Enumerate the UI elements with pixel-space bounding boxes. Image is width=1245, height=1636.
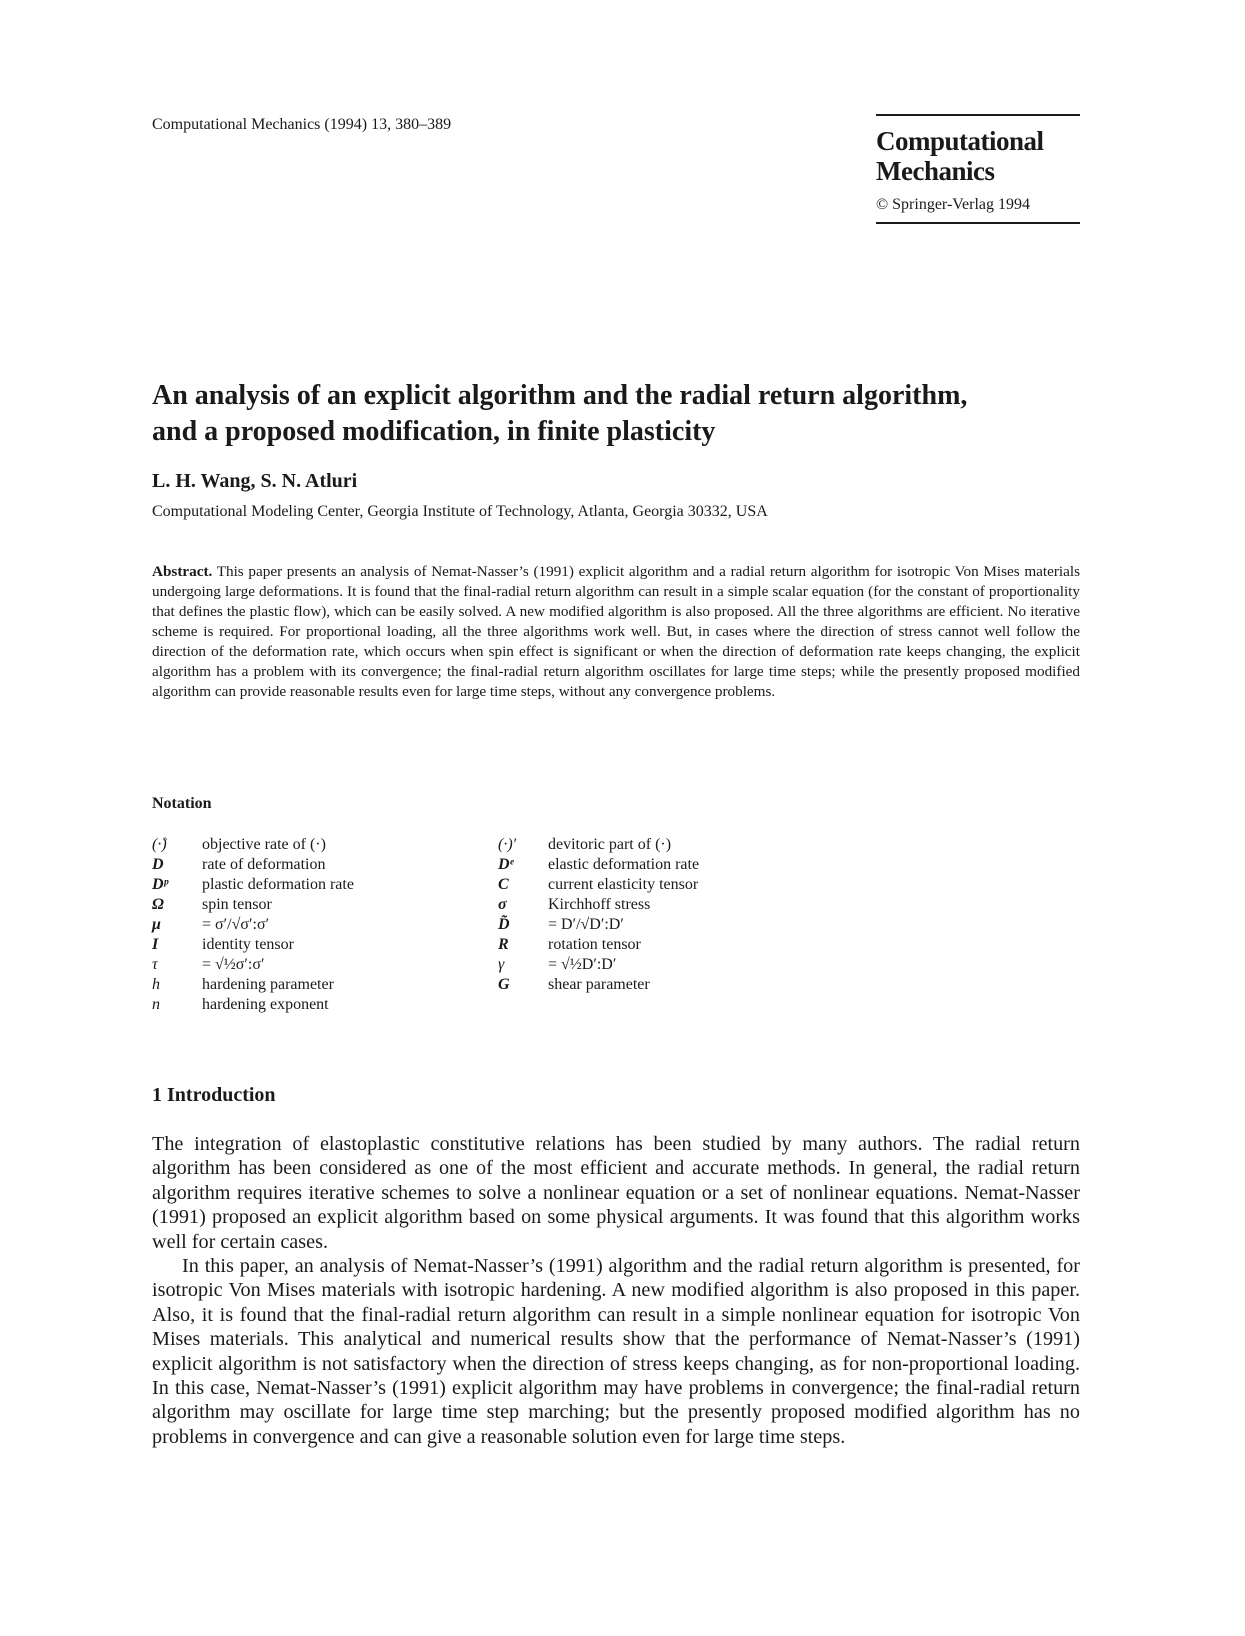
- notation-heading: Notation: [152, 795, 212, 812]
- notation-desc: rate of deformation: [202, 856, 326, 873]
- notation-symbol: μ: [152, 916, 161, 933]
- notation-symbol: σ: [498, 896, 507, 913]
- notation-symbol: D̃: [498, 916, 510, 933]
- notation-symbol: γ: [498, 956, 505, 973]
- notation-right-column: [498, 835, 699, 995]
- notation-row: [498, 895, 699, 915]
- abstract: [152, 562, 1080, 702]
- notation-desc: plastic deformation rate: [202, 876, 354, 893]
- notation-desc: hardening exponent: [202, 996, 329, 1013]
- brand-bottom-rule: [876, 222, 1080, 224]
- notation-desc: = σ′/√σ′:σ′: [202, 916, 270, 933]
- notation-desc: = D′/√D′:D′: [548, 916, 624, 933]
- notation-row: [498, 955, 699, 975]
- notation-row: [152, 875, 354, 895]
- section-heading-introduction: 1 Introduction: [152, 1084, 276, 1106]
- notation-symbol: n: [152, 996, 160, 1013]
- notation-row: [498, 935, 699, 955]
- affiliation: Computational Modeling Center, Georgia Institute of Technology, Atlanta, Georgia 30332, USA: [152, 503, 768, 520]
- notation-left-column: [152, 835, 354, 1015]
- notation-row: [498, 975, 699, 995]
- notation-row: [152, 915, 354, 935]
- notation-desc: = √½σ′:σ′: [202, 956, 265, 973]
- notation-desc: spin tensor: [202, 896, 272, 913]
- title-line-2: and a proposed modification, in finite plasticity: [152, 416, 716, 447]
- notation-symbol: D: [152, 856, 164, 873]
- title-line-1: An analysis of an explicit algorithm and the radial return algorithm,: [152, 380, 968, 411]
- notation-desc: devitoric part of (·): [548, 836, 672, 853]
- authors: L. H. Wang, S. N. Atluri: [152, 470, 358, 492]
- notation-desc: objective rate of (·): [202, 836, 326, 853]
- intro-paragraph-2: In this paper, an analysis of Nemat-Nasser’s (1991) algorithm and the radial return algorithm is presented, for isotropic Von Mises materials with isotropic hardening. A new modified algorithm is also proposed in this paper. Also, it is found that the final-radial return algorithm can result in a simple nonlinear equation for isotropic Von Mises materials. This analytical and numerical results show that the performance of Nemat-Nasser’s (1991) explicit algorithm is not satisfactory when the direction of stress keeps changing, as for non-proportional loading. In this case, Nemat-Nasser’s (1991) explicit algorithm may have problems in convergence; the final-radial return algorithm may oscillate for large time step marching; but the presently proposed modified algorithm has no problems in convergence and can give a reasonable solution even for large time steps.: [152, 1255, 1080, 1448]
- notation-row: [498, 875, 699, 895]
- notation-desc: shear parameter: [548, 976, 650, 993]
- notation-row: [152, 935, 354, 955]
- notation-symbol: C: [498, 876, 509, 893]
- notation-symbol: G: [498, 976, 510, 993]
- notation-symbol: h: [152, 976, 160, 993]
- notation-desc: Kirchhoff stress: [548, 896, 651, 913]
- notation-row: [152, 955, 354, 975]
- notation-symbol: τ: [152, 956, 158, 973]
- copyright: © Springer-Verlag 1994: [876, 196, 1031, 213]
- notation-symbol: Dᵉ: [498, 856, 514, 873]
- notation-row: [498, 855, 699, 875]
- brand-line-1: Computational: [876, 126, 1044, 156]
- abstract-text: This paper presents an analysis of Nemat-Nasser’s (1991) explicit algorithm and a radial return algorithm for isotropic Von Mises materials undergoing large deformations. It is found that the final-radial return algorithm can result in a simple scalar equation (for the constant of proportionality that defines the plastic flow), which can be easily solved. A new modified algorithm is also proposed. All the three algorithms are efficient. No iterative scheme is required. For proportional loading, all the three algorithms work well. But, in cases where the direction of stress cannot well follow the direction of the deformation rate, which occurs when spin effect is significant or when the direction of deformation rate keeps changing, the explicit algorithm has a problem with its convergence; the final-radial return algorithm oscillates for large time steps; while the presently proposed modified algorithm can provide reasonable results even for large time steps, without any convergence problems.: [152, 563, 1080, 700]
- notation-row: [152, 835, 354, 855]
- brand-top-rule: [876, 114, 1080, 116]
- notation-row: [152, 855, 354, 875]
- notation-symbol: R: [498, 936, 509, 953]
- notation-symbol: I: [152, 936, 159, 953]
- notation-row: [152, 895, 354, 915]
- intro-paragraph-1: The integration of elastoplastic constitutive relations has been studied by many authors. The radial return algorithm has been considered as one of the most efficient and accurate methods. In general, the radial return algorithm requires iterative schemes to solve a nonlinear equation or a set of nonlinear equations. Nemat-Nasser (1991) proposed an explicit algorithm based on some physical arguments. It was found that this algorithm works well for certain cases.: [152, 1133, 1080, 1253]
- notation-row: [152, 975, 354, 995]
- journal-reference: Computational Mechanics (1994) 13, 380–389: [152, 116, 452, 133]
- notation-desc: rotation tensor: [548, 936, 641, 953]
- notation-row: [498, 835, 699, 855]
- notation-desc: hardening parameter: [202, 976, 334, 993]
- notation-symbol: (·)′: [498, 836, 517, 853]
- notation-row: [498, 915, 699, 935]
- notation-symbol: Dᵖ: [152, 876, 169, 893]
- notation-desc: = √½D′:D′: [548, 956, 617, 973]
- notation-desc: elastic deformation rate: [548, 856, 700, 873]
- notation-symbol: (·̊): [152, 836, 167, 853]
- notation-desc: current elasticity tensor: [548, 876, 699, 893]
- brand-line-2: Mechanics: [876, 156, 995, 186]
- notation-desc: identity tensor: [202, 936, 294, 953]
- notation-symbol: Ω: [152, 896, 164, 913]
- abstract-label: Abstract.: [152, 563, 213, 580]
- introduction-body: [152, 1132, 1080, 1449]
- paper-title: [152, 378, 1102, 450]
- notation-row: [152, 995, 354, 1015]
- journal-brand: [876, 114, 1080, 224]
- brand-name: [876, 126, 1080, 186]
